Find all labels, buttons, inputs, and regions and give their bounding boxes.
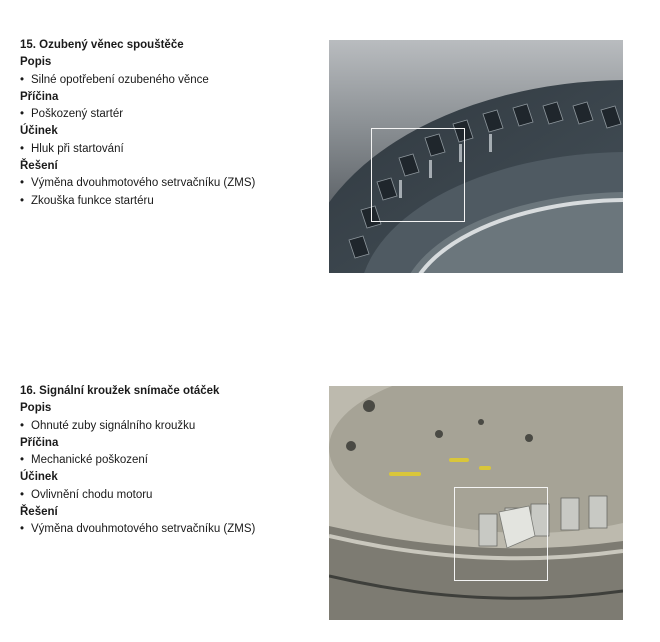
reseni-label: Řešení <box>20 506 58 519</box>
ucinek-item: • Ovlivnění chodu motoru <box>20 487 320 504</box>
ucinek-item: • Hluk při startování <box>20 141 320 158</box>
reseni-item: • Výměna dvouhmotového setrvačníku (ZMS) <box>20 175 320 192</box>
pricina-item: • Poškozený startér <box>20 106 320 123</box>
popis-label: Popis <box>20 402 52 415</box>
detail-highlight-box <box>454 487 548 581</box>
popis-item: • Ohnuté zuby signálního kroužku <box>20 418 320 435</box>
pricina-label: Příčina <box>20 436 59 449</box>
section-title: 15. Ozubený věnec spouštěče <box>20 39 184 51</box>
section-15-text <box>20 37 320 210</box>
reseni-label: Řešení <box>20 160 58 173</box>
section-title: 16. Signální kroužek snímače otáček <box>20 385 220 397</box>
popis-label: Popis <box>20 56 52 69</box>
pricina-label: Příčina <box>20 90 59 103</box>
ucinek-label: Účinek <box>20 125 58 138</box>
section-16-text <box>20 383 320 539</box>
popis-item: • Silné opotřebení ozubeného věnce <box>20 72 320 89</box>
ucinek-label: Účinek <box>20 471 58 484</box>
pricina-item: • Mechanické poškození <box>20 452 320 469</box>
detail-highlight-box <box>371 128 465 222</box>
starter-ring-gear-photo <box>329 40 623 273</box>
reseni-item: • Výměna dvouhmotového setrvačníku (ZMS) <box>20 521 320 538</box>
speed-sensor-ring-photo <box>329 386 623 620</box>
reseni-item: • Zkouška funkce startéru <box>20 193 320 210</box>
